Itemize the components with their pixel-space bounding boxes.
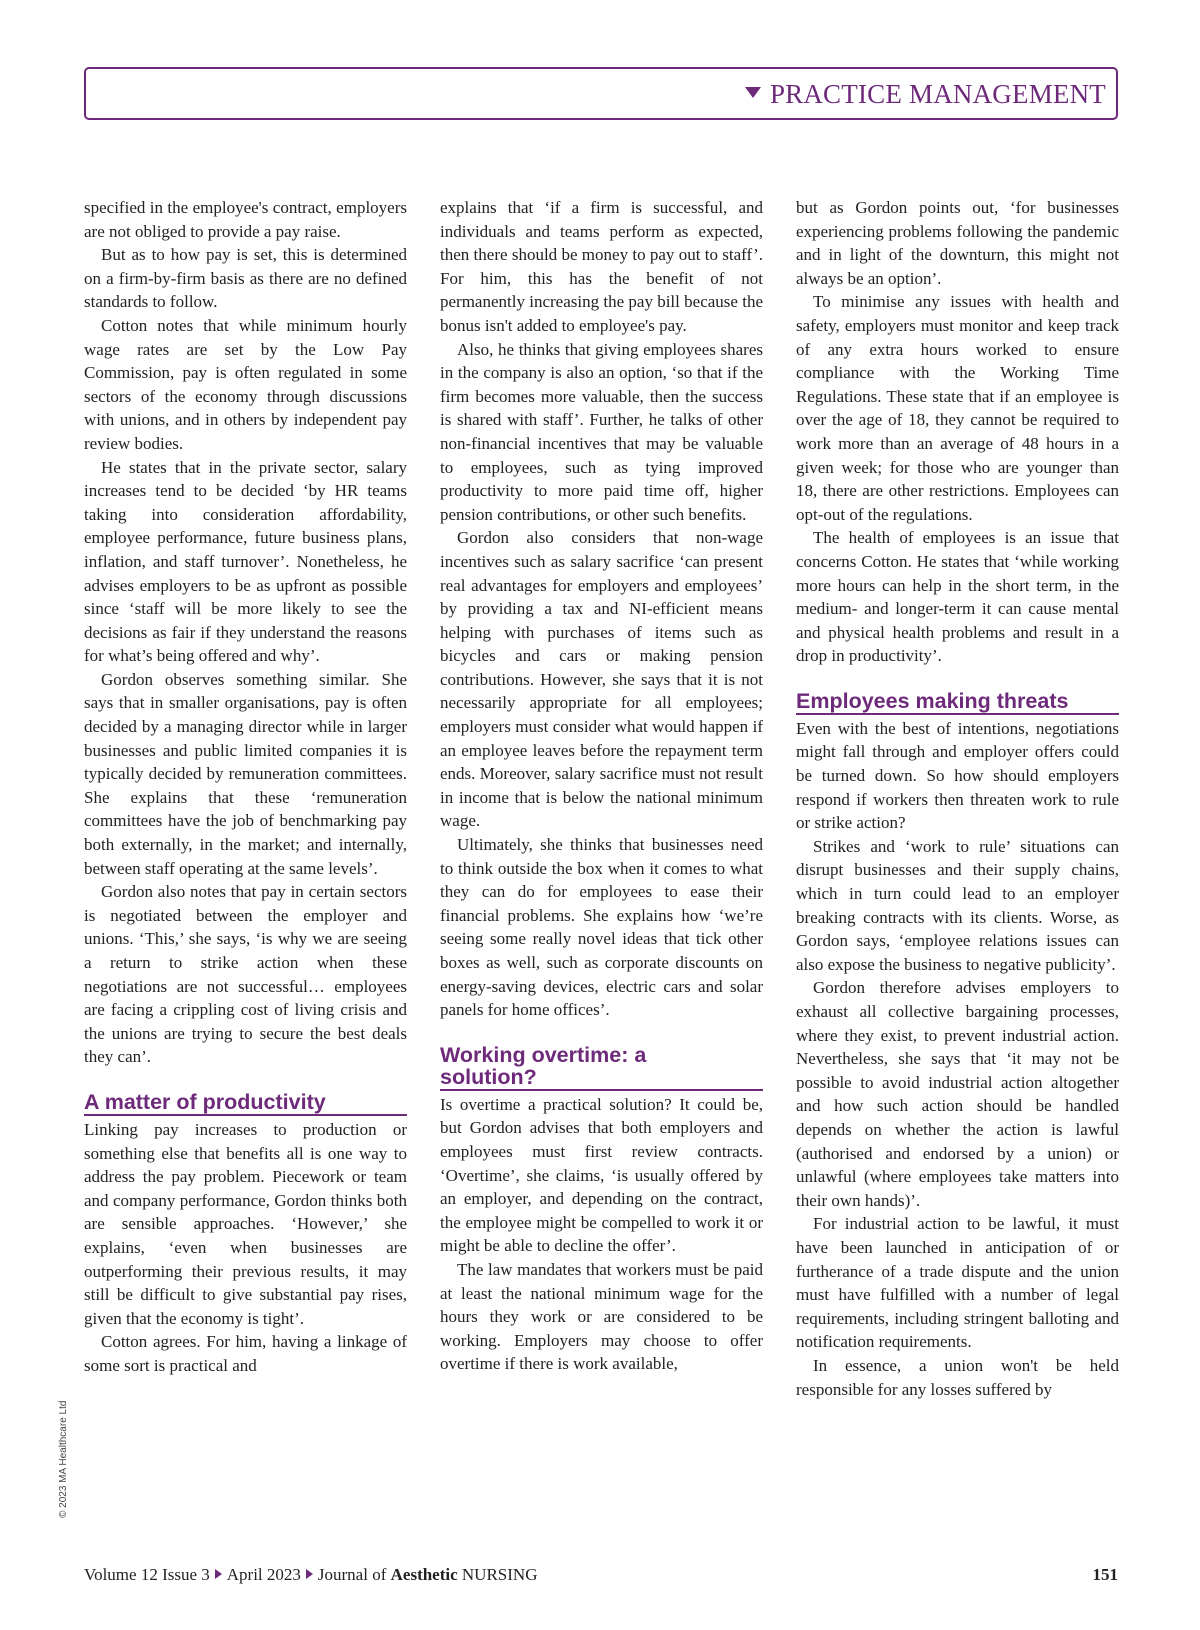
paragraph: Gordon therefore advises employers to exhaust all collective bargaining processes, where they exist, to prevent industrial action. Nevertheless, she says that ‘it may not be possible to avoid industrial action altogether and how such action should be handled depends on whether the action is lawful (authorised and endorsed by a union) or unlawful (where employees take matters into their own hands)’. — [796, 978, 1119, 1210]
paragraph: But as to how pay is set, this is determined on a firm-by-firm basis as there are no defined standards to follow. — [84, 245, 407, 312]
paragraph: Strikes and ‘work to rule’ situations can disrupt businesses and their supply chains, which in turn could lead to an employer breaking contracts with its clients. Worse, as Gordon says, ‘employee relations issues can also expose the business to negative publicity’. — [796, 836, 1119, 974]
section-heading: Employees making threats — [796, 690, 1119, 715]
page-number: 151 — [1092, 1565, 1118, 1584]
paragraph: Also, he thinks that giving employees shares in the company is also an option, ‘so that if the firm becomes more valuable, then the success is shared with staff’. Further, he talks of other non-financial incentives that may be valuable to employees, such as tying improved productivity to more paid time off, higher pension contributions, or other such benefits. — [440, 339, 763, 524]
paragraph: explains that ‘if a firm is successful, and individuals and teams perform as expected, then there should be money to pay out to staff’. For him, this has the benefit of not permanently increasing the pay bill because the bonus isn't added to employee's pay. — [440, 198, 763, 335]
article-column-3 — [796, 196, 1119, 1526]
paragraph: In essence, a union won't be held responsible for any losses suffered by — [796, 1355, 1119, 1399]
paragraph: Even with the best of intentions, negotiations might fall through and employer offers could be turned down. So how should employers respond if workers then threaten work to rule or strike action? — [796, 718, 1119, 833]
section-label — [745, 79, 1106, 110]
footer-citation — [84, 1565, 537, 1585]
paragraph: The health of employees is an issue that concerns Cotton. He states that ‘while working more hours can help in the short term, in the medium- and longer-term it can cause mental and physical health problems and result in a drop in productivity’. — [796, 528, 1119, 666]
footer-journal-prefix: Journal of — [317, 1565, 387, 1584]
footer-volume: Volume 12 Issue 3 — [84, 1565, 210, 1584]
article-column-2 — [440, 196, 763, 1526]
paragraph: Is overtime a practical solution? It could be, but Gordon advises that both employers and employees must first review contracts. ‘Overtime’, she claims, ‘is usually offered by an employer, and depending on the contract, the employee might be compelled to work it or might be able to decline the offer’. — [440, 1094, 763, 1256]
copyright-notice: © 2023 MA Healthcare Ltd — [58, 1400, 69, 1518]
paragraph: Gordon also notes that pay in certain sectors is negotiated between the employer and unions. ‘This,’ she says, ‘is why we are seeing a return to strike action when these negotiations are not successful… employees are facing a crippling cost of living crisis and the unions are trying to secure the best deals they can’. — [84, 882, 407, 1067]
footer-date: April 2023 — [226, 1565, 301, 1584]
paragraph: Cotton agrees. For him, having a linkage of some sort is practical and — [84, 1332, 407, 1375]
footer-journal-suffix: NURSING — [461, 1565, 538, 1584]
paragraph: but as Gordon points out, ‘for businesses experiencing problems following the pandemic and in light of the downturn, this might not always be an option’. — [796, 198, 1119, 288]
paragraph: For industrial action to be lawful, it must have been launched in anticipation of or furtherance of a trade dispute and the union must have fulfilled with a number of legal requirements, including stringent balloting and notification requirements. — [796, 1214, 1119, 1352]
triangle-right-icon — [215, 1569, 222, 1579]
paragraph: To minimise any issues with health and safety, employers must monitor and keep track of any extra hours worked to ensure compliance with the Working Time Regulations. These state that if an employee is over the age of 18, they cannot be required to work more than an average of 48 hours in a given week; for those who are younger than 18, there are other restrictions. Employees can opt-out of the regulations. — [796, 292, 1119, 524]
triangle-right-icon — [306, 1569, 313, 1579]
footer-journal-bold: Aesthetic — [390, 1565, 458, 1584]
triangle-down-icon — [745, 87, 761, 98]
section-heading: A matter of productivity — [84, 1091, 407, 1116]
paragraph: Cotton notes that while minimum hourly wage rates are set by the Low Pay Commission, pay is often regulated in some sectors of the economy through discussions with unions, and in others by independent pay review bodies. — [84, 315, 407, 453]
paragraph: He states that in the private sector, salary increases tend to be decided ‘by HR teams taking into consideration affordability, employee performance, future business plans, inflation, and staff turnover’. Nonetheless, he advises employers to be as upfront as possible since ‘staff will be more likely to see the decisions as fair if they understand the reasons for what’s being offered and why’. — [84, 457, 407, 666]
section-header-box — [84, 67, 1118, 120]
article-column-1 — [84, 196, 407, 1526]
paragraph: specified in the employee's contract, employers are not obliged to provide a pay raise. — [84, 198, 407, 241]
paragraph: The law mandates that workers must be paid at least the national minimum wage for the hours they work or are considered to be working. Employers may choose to offer overtime if there is work available, — [440, 1259, 763, 1374]
paragraph: Gordon also considers that non-wage incentives such as salary sacrifice ‘can present real advantages for employers and employees’ by providing a tax and NI-efficient means helping with purchases of items such as bicycles and cars or making pension contributions. However, she says that it is not necessarily appropriate for all employees; employers must consider what would happen if an employee leaves before the repayment term ends. Moreover, salary sacrifice must not result in income that is below the national minimum wage. — [440, 528, 763, 831]
paragraph: Linking pay increases to production or something else that benefits all is one way to address the pay problem. Piecework or team and company performance, Gordon thinks both are sensible approaches. ‘However,’ she explains, ‘even when businesses are outperforming their previous results, it may still be difficult to give substantial pay rises, given that the economy is tight’. — [84, 1119, 407, 1328]
paragraph: Ultimately, she thinks that businesses need to think outside the box when it comes to what they can do for employees to ease their financial problems. She explains how ‘we’re seeing some really novel ideas that tick other boxes as well, such as corporate discounts on energy-saving devices, electric cars and solar panels for home offices’. — [440, 835, 763, 1020]
paragraph: Gordon observes something similar. She says that in smaller organisations, pay is often decided by a managing director while in larger businesses and public limited companies it is typically decided by remuneration committees. She explains that these ‘remuneration committees have the job of benchmarking pay both externally, in the market; and internally, between staff operating at the same levels’. — [84, 669, 407, 878]
section-heading: Working overtime: a solution? — [440, 1044, 763, 1091]
section-title: PRACTICE MANAGEMENT — [769, 79, 1106, 109]
